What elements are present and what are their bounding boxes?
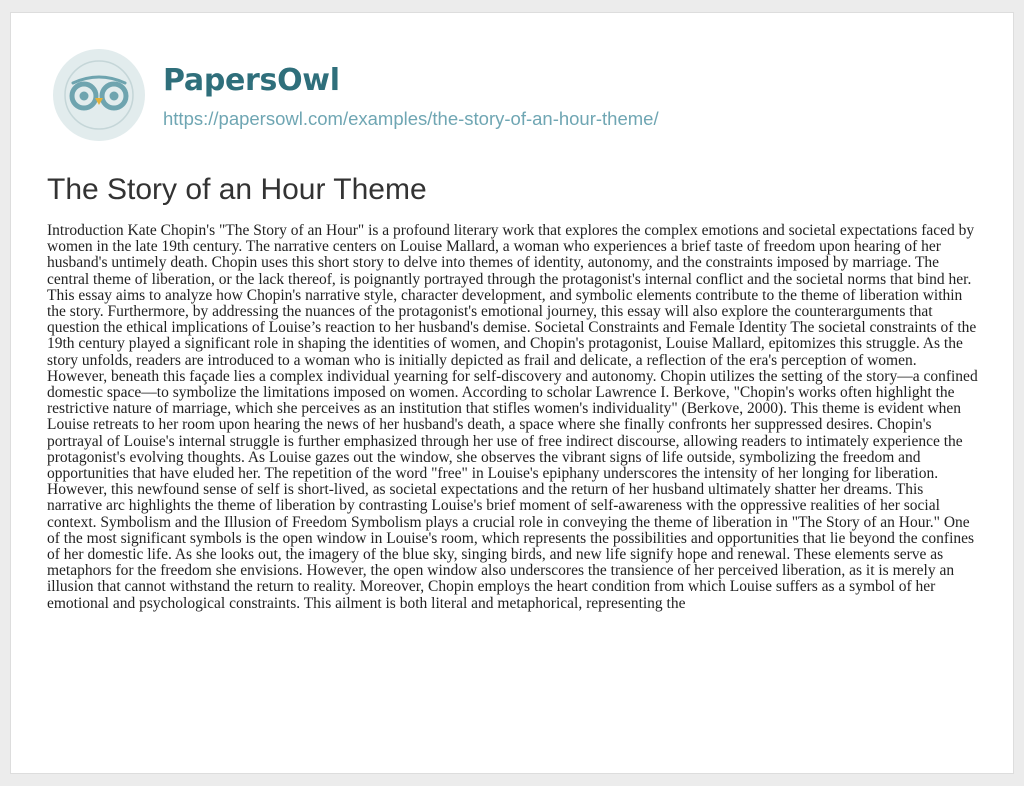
brand-name: PapersOwl: [163, 63, 340, 98]
owl-logo-icon: [49, 45, 149, 145]
document-title: The Story of an Hour Theme: [47, 173, 427, 206]
document-page: [10, 12, 1014, 774]
source-url[interactable]: https://papersowl.com/examples/the-story-of-an-hour-theme/: [163, 108, 659, 129]
document-body: Introduction Kate Chopin's "The Story of an Hour" is a profound literary work that explores the complex emotions and societal expectations faced by women in the late 19th century. The narrative centers on Louise Mallard, a woman who experiences a brief taste of freedom upon hearing of her husband's untimely death. Chopin uses this short story to delve into themes of identity, autonomy, and the constraints imposed by marriage. The central theme of liberation, or the lack thereof, is poignantly portrayed through the protagonist's internal conflict and the societal norms that bind her. This essay aims to analyze how Chopin's narrative style, character development, and symbolic elements contribute to the theme of liberation within the story. Furthermore, by addressing the nuances of the protagonist's emotional journey, this essay will also explore the counterarguments that question the ethical implications of Louise’s reaction to her husband's demise. Societal Constraints and Female Identity The societal constraints of the 19th century played a significant role in shaping the identities of women, and Chopin's protagonist, Louise Mallard, epitomizes this struggle. As the story unfolds, readers are introduced to a woman who is initially depicted as frail and delicate, a reflection of the era's perception of women. However, beneath this façade lies a complex individual yearning for self-discovery and autonomy. Chopin utilizes the setting of the story—a confined domestic space—to symbolize the limitations imposed on women. According to scholar Lawrence I. Berkove, "Chopin's works often highlight the restrictive nature of marriage, which she perceives as an institution that stifles women's individuality" (Berkove, 2000). This theme is evident when Louise retreats to her room upon hearing the news of her husband's death, a space where she finally confronts her suppressed desires. Chopin's portrayal of Louise's internal struggle is further emphasized through her use of free indirect discourse, allowing readers to intimately experience the protagonist's evolving thoughts. As Louise gazes out the window, she observes the vibrant signs of life outside, symbolizing the freedom and opportunities that have eluded her. The repetition of the word "free" in Louise's epiphany underscores the intensity of her longing for liberation. However, this newfound sense of self is short-lived, as societal expectations and the return of her husband ultimately shatter her dreams. This narrative arc highlights the theme of liberation by contrasting Louise's brief moment of self-awareness with the oppressive realities of her social context. Symbolism and the Illusion of Freedom Symbolism plays a crucial role in conveying the theme of liberation in "The Story of an Hour." One of the most significant symbols is the open window in Louise's room, which represents the possibilities and opportunities that lie beyond the confines of her domestic life. As she looks out, the imagery of the blue sky, singing birds, and new life signify hope and renewal. These elements serve as metaphors for the freedom she envisions. However, the open window also underscores the transience of her perceived liberation, as it is merely an illusion that cannot withstand the return to reality. Moreover, Chopin employs the heart condition from which Louise suffers as a symbol of her emotional and psychological constraints. This ailment is both literal and metaphorical, representing the: [47, 222, 978, 612]
